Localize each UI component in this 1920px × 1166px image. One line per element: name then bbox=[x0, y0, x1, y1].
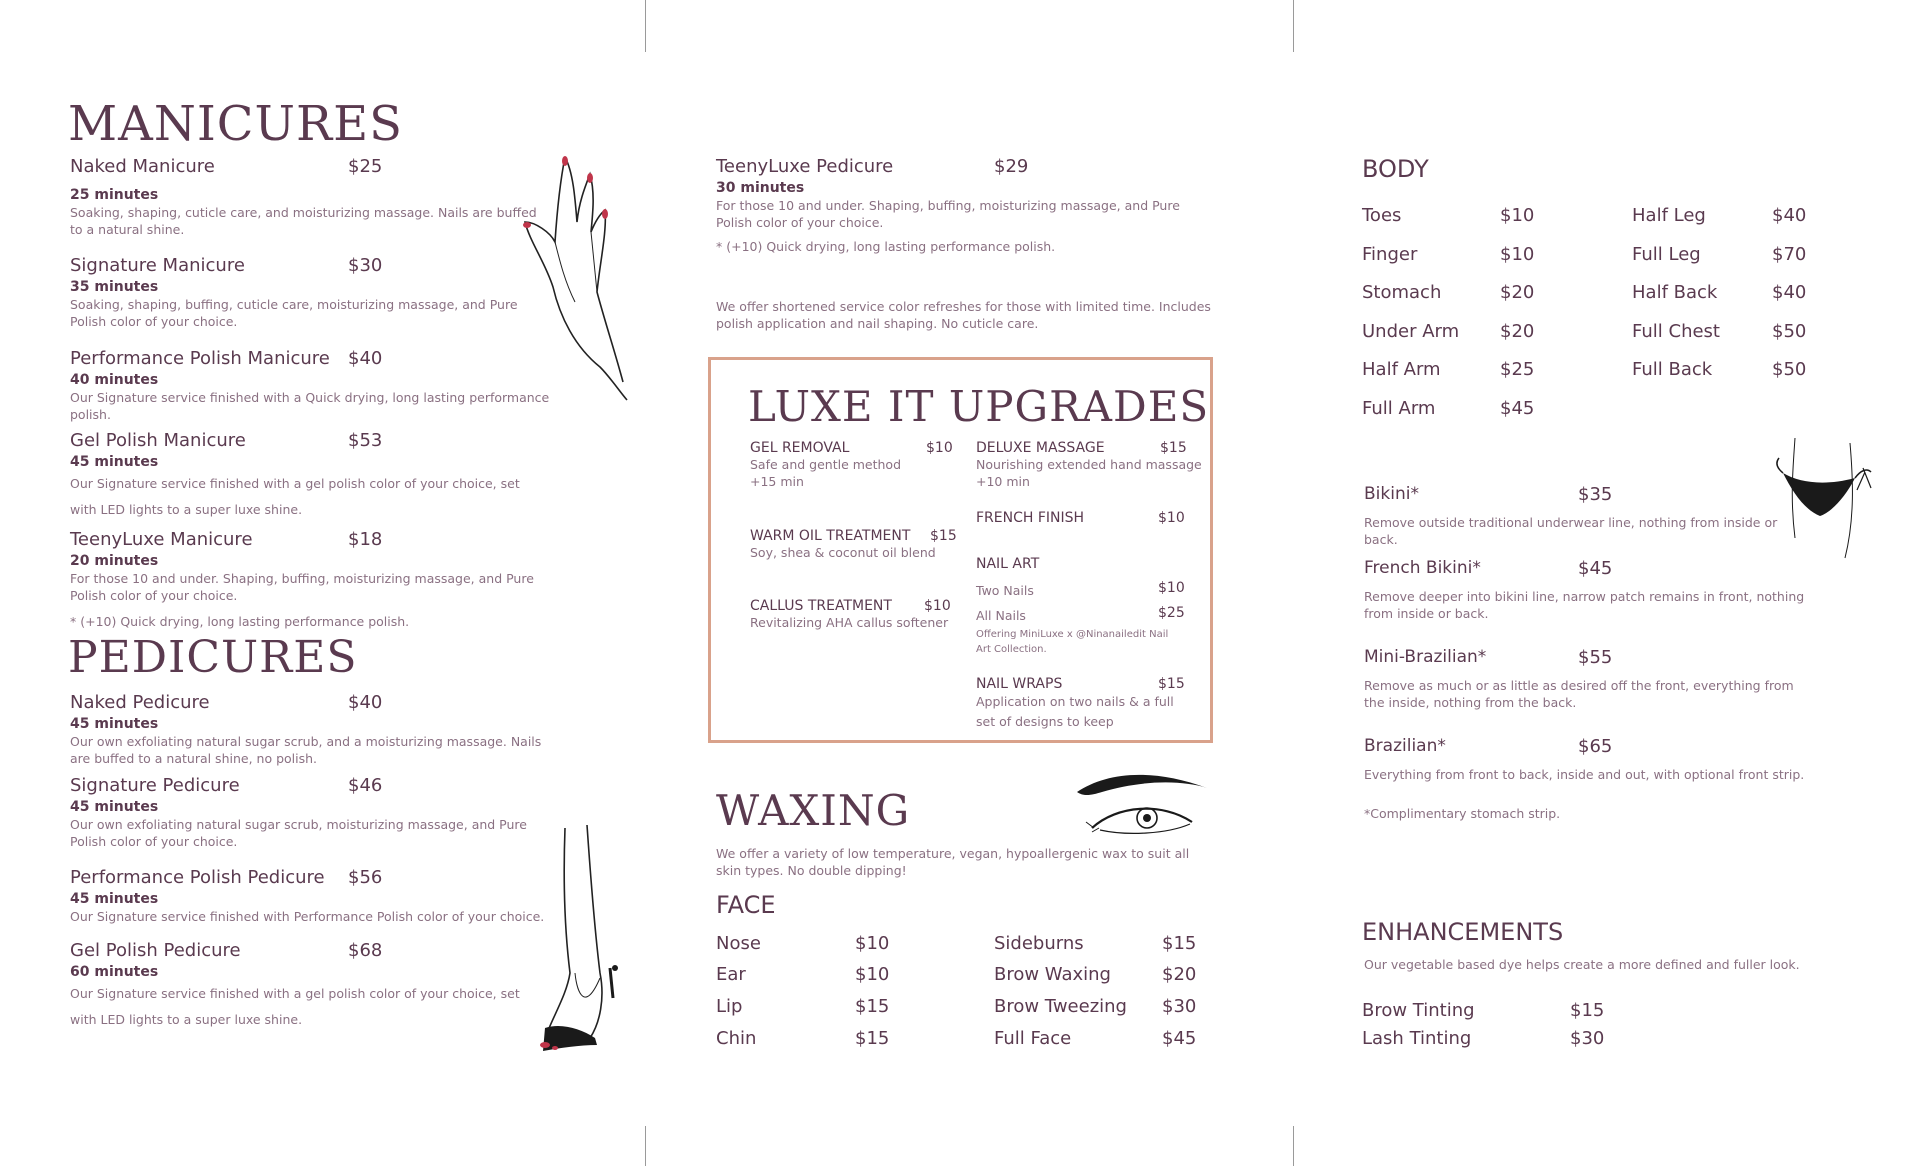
nail-art-all-label: All Nails bbox=[976, 608, 1026, 623]
upgrade-name: GEL REMOVAL bbox=[750, 440, 850, 456]
service-description: Soaking, shaping, buffing, cuticle care, moisturizing massage, and Pure Polish color of your choice. bbox=[70, 297, 518, 329]
body-item-name: Full Arm bbox=[1362, 398, 1436, 419]
body-item-name: Full Back bbox=[1632, 359, 1713, 380]
service-duration: 45 minutes bbox=[70, 454, 159, 470]
service-price: $55 bbox=[1578, 647, 1613, 668]
service-duration: 30 minutes bbox=[716, 180, 805, 196]
face-item-price: $15 bbox=[855, 1028, 890, 1049]
service-duration: 45 minutes bbox=[70, 799, 159, 815]
upgrade-deluxe-massage bbox=[976, 440, 1202, 490]
upgrade-desc: Nourishing extended hand massage bbox=[976, 457, 1202, 472]
upgrade-price: $15 bbox=[1158, 676, 1185, 692]
body-item-price: $45 bbox=[1500, 398, 1535, 419]
upgrade-desc: Soy, shea & coconut oil blend bbox=[750, 545, 936, 560]
face-item-name: Lip bbox=[716, 996, 743, 1017]
service-gel-polish-pedicure bbox=[70, 940, 550, 1033]
upgrade-desc: Safe and gentle method bbox=[750, 457, 902, 472]
service-description: Our Signature service finished with a gel polish color of your choice, set with LED lights to a super luxe shine. bbox=[70, 986, 520, 1027]
high-heel-foot-illustration-icon bbox=[525, 823, 635, 1058]
service-name: Signature Pedicure bbox=[70, 775, 240, 796]
service-price: $40 bbox=[348, 692, 383, 713]
service-description: Remove deeper into bikini line, narrow patch remains in front, nothing from inside or back. bbox=[1364, 589, 1805, 621]
service-duration: 35 minutes bbox=[70, 279, 159, 295]
body-title: BODY bbox=[1362, 155, 1429, 183]
face-item-name: Ear bbox=[716, 964, 746, 985]
service-name: Performance Polish Manicure bbox=[70, 348, 330, 369]
upgrade-callus bbox=[750, 598, 950, 631]
face-item-name: Chin bbox=[716, 1028, 757, 1049]
upgrade-price: $15 bbox=[1160, 440, 1187, 456]
body-item-name: Half Back bbox=[1632, 282, 1718, 303]
service-duration: 60 minutes bbox=[70, 964, 159, 980]
upgrade-duration: +15 min bbox=[750, 474, 804, 489]
service-naked-manicure bbox=[70, 156, 550, 238]
service-price: $45 bbox=[1578, 558, 1613, 579]
fold-line-top-left bbox=[645, 0, 646, 52]
upgrade-nail-art bbox=[976, 556, 1186, 657]
body-item-price: $70 bbox=[1772, 244, 1807, 265]
body-item-price: $20 bbox=[1500, 282, 1535, 303]
upgrade-name: FRENCH FINISH bbox=[976, 510, 1085, 526]
manicure-note: * (+10) Quick drying, long lasting performance polish. bbox=[70, 614, 410, 629]
nail-art-all-price: $25 bbox=[1158, 605, 1185, 621]
upgrade-warm-oil bbox=[750, 528, 960, 561]
upgrade-name: NAIL ART bbox=[976, 556, 1040, 572]
face-item-name: Brow Tweezing bbox=[994, 996, 1127, 1017]
service-performance-polish-manicure bbox=[70, 348, 550, 423]
upgrade-price: $10 bbox=[924, 598, 951, 614]
service-price: $30 bbox=[348, 255, 383, 276]
fold-line-bottom-left bbox=[645, 1126, 646, 1166]
waxing-title: WAXING bbox=[716, 786, 911, 835]
body-item-name: Half Leg bbox=[1632, 205, 1706, 226]
body-item-price: $50 bbox=[1772, 359, 1807, 380]
body-item-price: $10 bbox=[1500, 205, 1535, 226]
service-name: French Bikini* bbox=[1364, 558, 1481, 578]
service-name: TeenyLuxe Manicure bbox=[70, 529, 253, 550]
service-description: For those 10 and under. Shaping, buffing, moisturizing massage, and Pure Polish color of your choice. bbox=[70, 571, 534, 603]
manicures-title: MANICURES bbox=[68, 96, 404, 152]
service-gel-polish-manicure bbox=[70, 430, 550, 523]
upgrade-name: NAIL WRAPS bbox=[976, 676, 1063, 692]
service-teenyluxe-manicure bbox=[70, 529, 550, 604]
upgrade-name: WARM OIL TREATMENT bbox=[750, 528, 911, 544]
service-signature-pedicure bbox=[70, 775, 550, 850]
face-item-price: $10 bbox=[855, 933, 890, 954]
upgrade-price: $10 bbox=[926, 440, 953, 456]
service-price: $35 bbox=[1578, 484, 1613, 505]
service-name: Bikini* bbox=[1364, 484, 1419, 504]
body-item-name: Full Leg bbox=[1632, 244, 1701, 265]
nail-art-offer: Offering MiniLuxe x @Ninanailedit Nail Art Collection. bbox=[976, 629, 1169, 655]
service-duration: 40 minutes bbox=[70, 372, 159, 388]
body-item-name: Finger bbox=[1362, 244, 1418, 265]
upgrade-french-finish bbox=[976, 510, 1186, 526]
service-description: Our Signature service finished with a gel polish color of your choice, set with LED lights to a super luxe shine. bbox=[70, 476, 520, 517]
fold-line-top-right bbox=[1293, 0, 1294, 52]
service-description: Soaking, shaping, cuticle care, and moisturizing massage. Nails are buffed to a natural shine. bbox=[70, 205, 537, 237]
service-price: $18 bbox=[348, 529, 383, 550]
service-duration: 20 minutes bbox=[70, 553, 159, 569]
face-item-price: $15 bbox=[855, 996, 890, 1017]
service-description: Remove as much or as little as desired off the front, everything from the inside, nothing from the back. bbox=[1364, 678, 1794, 710]
face-item-price: $10 bbox=[855, 964, 890, 985]
body-item-price: $50 bbox=[1772, 321, 1807, 342]
upgrade-gel-removal bbox=[750, 440, 953, 490]
bikini-note: *Complimentary stomach strip. bbox=[1364, 806, 1561, 821]
body-item-name: Full Chest bbox=[1632, 321, 1720, 342]
upgrade-name: DELUXE MASSAGE bbox=[976, 440, 1105, 456]
body-item-name: Under Arm bbox=[1362, 321, 1460, 342]
face-item-price: $15 bbox=[1162, 933, 1197, 954]
upgrade-price: $10 bbox=[1158, 510, 1185, 526]
refresh-note: We offer shortened service color refreshes for those with limited time. Includes polish application and nail shaping. No cuticle care. bbox=[716, 299, 1211, 331]
enhancement-item-price: $15 bbox=[1570, 1000, 1605, 1021]
service-name: Signature Manicure bbox=[70, 255, 245, 276]
upgrade-duration: +10 min bbox=[976, 474, 1030, 489]
service-note: * (+10) Quick drying, long lasting performance polish. bbox=[716, 239, 1056, 254]
pedicures-title: PEDICURES bbox=[68, 632, 358, 683]
upgrade-name: CALLUS TREATMENT bbox=[750, 598, 892, 614]
body-item-price: $40 bbox=[1772, 282, 1807, 303]
service-description: Everything from front to back, inside and out, with optional front strip. bbox=[1364, 767, 1805, 782]
service-name: Brazilian* bbox=[1364, 736, 1446, 756]
service-name: Performance Polish Pedicure bbox=[70, 867, 325, 888]
face-item-name: Brow Waxing bbox=[994, 964, 1111, 985]
service-price: $46 bbox=[348, 775, 383, 796]
body-item-name: Toes bbox=[1362, 205, 1402, 226]
service-brazilian bbox=[1364, 736, 1814, 783]
service-mini-brazilian bbox=[1364, 647, 1814, 711]
service-teenyluxe-pedicure bbox=[716, 156, 1216, 255]
service-bikini bbox=[1364, 484, 1814, 548]
face-item-price: $20 bbox=[1162, 964, 1197, 985]
upgrade-nail-wraps bbox=[976, 676, 1186, 732]
service-description: Our own exfoliating natural sugar scrub, and a moisturizing massage. Nails are buffed to a natural shine, no polish. bbox=[70, 734, 542, 766]
enhancement-item-name: Brow Tinting bbox=[1362, 1000, 1475, 1021]
upgrade-price: $15 bbox=[930, 528, 957, 544]
service-duration: 25 minutes bbox=[70, 187, 159, 203]
service-price: $56 bbox=[348, 867, 383, 888]
service-description: Remove outside traditional underwear line, nothing from inside or back. bbox=[1364, 515, 1778, 547]
face-title: FACE bbox=[716, 891, 776, 919]
service-signature-manicure bbox=[70, 255, 550, 330]
nail-art-two-label: Two Nails bbox=[976, 583, 1034, 598]
waxing-description: We offer a variety of low temperature, vegan, hypoallergenic wax to suit all skin types. No double dipping! bbox=[716, 846, 1190, 878]
service-description: For those 10 and under. Shaping, buffing, moisturizing massage, and Pure Polish color of your choice. bbox=[716, 198, 1180, 230]
service-name: Naked Pedicure bbox=[70, 692, 210, 713]
service-name: Naked Manicure bbox=[70, 156, 215, 177]
service-price: $53 bbox=[348, 430, 383, 451]
service-duration: 45 minutes bbox=[70, 891, 159, 907]
face-item-name: Nose bbox=[716, 933, 761, 954]
service-duration: 45 minutes bbox=[70, 716, 159, 732]
body-item-price: $40 bbox=[1772, 205, 1807, 226]
upgrades-title: LUXE IT UPGRADES bbox=[748, 382, 1210, 431]
service-description: Our Signature service finished with a Quick drying, long lasting performance polish. bbox=[70, 390, 550, 422]
service-price: $65 bbox=[1578, 736, 1613, 757]
face-item-name: Full Face bbox=[994, 1028, 1072, 1049]
enhancements-description: Our vegetable based dye helps create a more defined and fuller look. bbox=[1364, 957, 1800, 972]
body-item-price: $25 bbox=[1500, 359, 1535, 380]
fold-line-bottom-right bbox=[1293, 1126, 1294, 1166]
body-item-name: Stomach bbox=[1362, 282, 1442, 303]
service-description: Our own exfoliating natural sugar scrub, moisturizing massage, and Pure Polish color of your choice. bbox=[70, 817, 527, 849]
body-item-name: Half Arm bbox=[1362, 359, 1441, 380]
service-price: $29 bbox=[994, 156, 1029, 177]
face-item-price: $30 bbox=[1162, 996, 1197, 1017]
service-french-bikini bbox=[1364, 558, 1814, 622]
service-name: Gel Polish Pedicure bbox=[70, 940, 241, 961]
enhancement-item-price: $30 bbox=[1570, 1028, 1605, 1049]
service-name: Mini-Brazilian* bbox=[1364, 647, 1487, 667]
body-item-price: $10 bbox=[1500, 244, 1535, 265]
service-price: $40 bbox=[348, 348, 383, 369]
service-description: Our Signature service finished with Performance Polish color of your choice. bbox=[70, 909, 545, 924]
service-price: $68 bbox=[348, 940, 383, 961]
service-name: TeenyLuxe Pedicure bbox=[716, 156, 894, 177]
enhancements-title: ENHANCEMENTS bbox=[1362, 918, 1564, 946]
service-name: Gel Polish Manicure bbox=[70, 430, 246, 451]
upgrade-desc: Revitalizing AHA callus softener bbox=[750, 615, 949, 630]
hand-illustration-icon bbox=[505, 152, 640, 402]
service-price: $25 bbox=[348, 156, 383, 177]
body-item-price: $20 bbox=[1500, 321, 1535, 342]
nail-art-two-price: $10 bbox=[1158, 580, 1185, 596]
enhancement-item-name: Lash Tinting bbox=[1362, 1028, 1472, 1049]
service-performance-polish-pedicure bbox=[70, 867, 550, 925]
face-item-price: $45 bbox=[1162, 1028, 1197, 1049]
service-naked-pedicure bbox=[70, 692, 550, 767]
upgrade-desc: Application on two nails & a full set of designs to keep bbox=[976, 694, 1174, 729]
eye-brow-illustration-icon bbox=[1072, 770, 1212, 840]
face-item-name: Sideburns bbox=[994, 933, 1084, 954]
